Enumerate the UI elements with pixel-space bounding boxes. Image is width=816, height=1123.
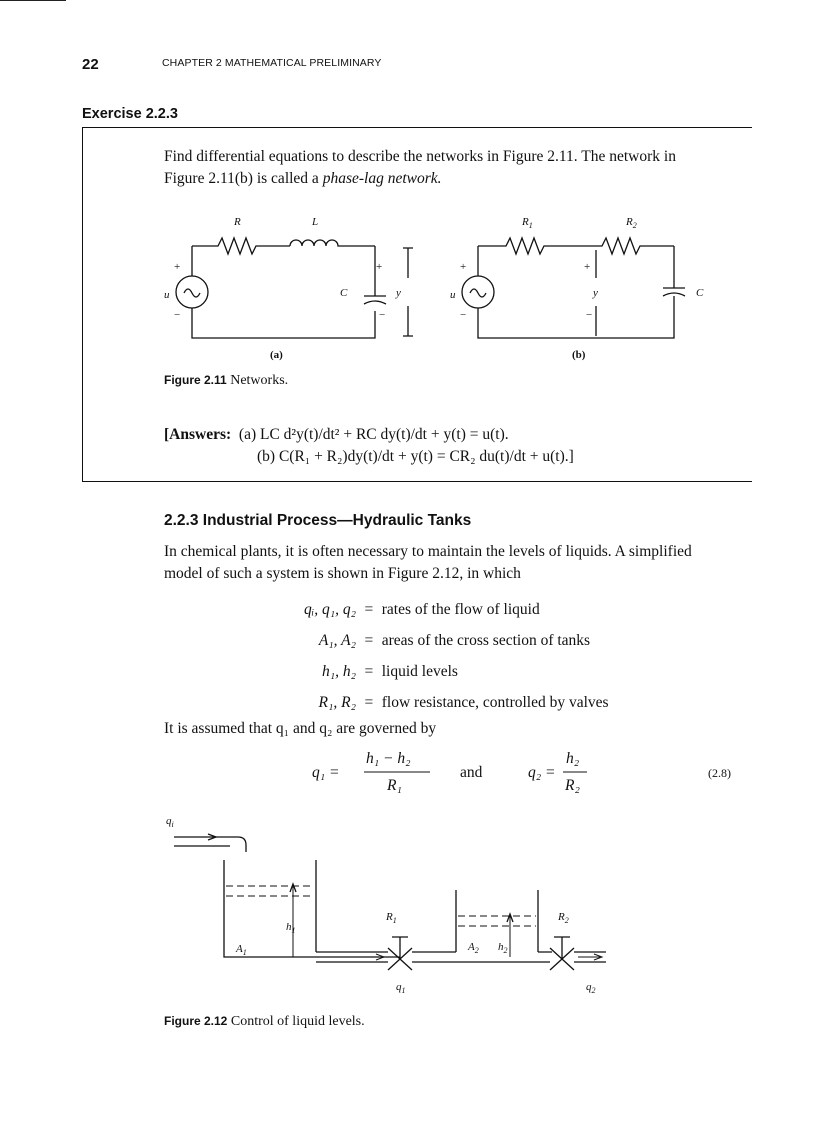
figure-2-12-tanks	[160, 812, 620, 1007]
eq-num1: h₁ − h₂	[366, 750, 411, 767]
exercise-top-rule	[82, 127, 752, 128]
label-C-b: C	[696, 287, 704, 299]
capacitor-a	[364, 296, 386, 304]
label-plus-y-b: +	[584, 261, 591, 273]
eq-number: (2.8)	[708, 766, 731, 780]
valve-R1	[388, 937, 412, 970]
equation-2-8	[300, 746, 760, 798]
resistors-b	[478, 238, 674, 254]
label-minus-a: −	[174, 309, 181, 321]
tank2-level	[458, 916, 536, 926]
label-circuit-b: (b)	[572, 349, 586, 361]
label-y-a: y	[396, 287, 401, 299]
label-q2: $q_2$	[586, 981, 596, 995]
label-A1: $A_1$	[236, 943, 247, 957]
eq-and: and	[460, 764, 483, 781]
top-edge-rule	[0, 0, 66, 1]
label-R: R	[234, 216, 241, 228]
resistor-a	[192, 238, 290, 254]
label-minus-y-b: −	[586, 309, 593, 321]
exercise-text	[164, 146, 754, 190]
circuit-b	[462, 238, 685, 338]
y-arrow-a	[403, 248, 413, 336]
exercise-title: Exercise 2.2.3	[82, 106, 178, 122]
exercise-text-line2: Figure 2.11(b) is called a phase-lag network.	[164, 170, 442, 187]
label-R2-b: $R_2$	[626, 216, 637, 230]
definition-row: h₁, h₂ = liquid levels	[321, 663, 458, 680]
exercise-text-line1: Find differential equations to describe the networks in Figure 2.11. The network in	[164, 148, 676, 165]
label-plus-a: +	[174, 261, 181, 273]
label-q1: $q_1$	[396, 981, 406, 995]
tank-labels	[166, 815, 596, 995]
tank1-left-bottom	[224, 860, 400, 957]
circuit-a	[176, 238, 413, 338]
eq-den1: R₁	[387, 777, 402, 794]
capacitor-b	[663, 288, 685, 296]
figure-2-11-circuits	[150, 208, 730, 373]
q2-arrow	[578, 954, 602, 960]
label-qi: $q_i$	[166, 815, 174, 829]
q1-arrow	[350, 954, 384, 960]
figure-2-12-caption: Figure 2.12 Control of liquid levels.	[164, 1014, 365, 1029]
eq-lhs2: q₂ =	[528, 764, 556, 781]
answer-a: (a) LC d²y(t)/dt² + RC dy(t)/dt + y(t) = u(t).	[238, 426, 509, 443]
circuit-a-wires	[192, 246, 375, 338]
answers-label: [Answers:	[164, 426, 232, 443]
section-paragraph-line2: model of such a system is shown in Figure 2.12, in which	[164, 565, 521, 582]
eq-den2: R₂	[565, 777, 580, 794]
inductor-a	[290, 240, 375, 246]
label-h2: $h_2$	[498, 941, 508, 955]
definition-row: R₁, R₂ = flow resistance, controlled by valves	[318, 694, 609, 711]
definitions-list	[246, 594, 609, 718]
answer-b: (b) C(R₁ + R₂)dy(t)/dt + y(t) = CR₂ du(t)/dt + u(t).]	[257, 448, 574, 465]
label-R2: $R_2$	[558, 911, 569, 925]
label-A2: $A_2$	[468, 941, 479, 955]
answers	[164, 424, 574, 468]
source-b-wave	[470, 289, 486, 297]
figure-2-11-caption: Figure 2.11 Networks.	[164, 373, 289, 388]
circuit-a-labels	[164, 216, 401, 361]
assumption-text: It is assumed that q₁ and q₂ are governed by	[164, 720, 437, 737]
section-paragraph-line1: In chemical plants, it is often necessary to maintain the levels of liquids. A simplified	[164, 543, 692, 560]
label-y-b: y	[593, 287, 598, 299]
valve-R2	[538, 937, 574, 970]
label-R1: $R_1$	[386, 911, 397, 925]
definition-row: A₁, A₂ = areas of the cross section of tanks	[318, 632, 591, 649]
eq-lhs1: q₁ =	[312, 764, 340, 781]
answer-a-line	[164, 424, 574, 446]
label-C-a: C	[340, 287, 348, 299]
label-plus-b: +	[460, 261, 467, 273]
circuit-b-wires	[478, 246, 674, 338]
eq-num2: h₂	[566, 750, 580, 767]
label-plus-y-a: +	[376, 261, 383, 273]
label-minus-b: −	[460, 309, 467, 321]
section-paragraph	[164, 541, 754, 585]
label-circuit-a: (a)	[270, 349, 283, 361]
label-u-a: u	[164, 289, 170, 301]
pipe-1b	[412, 952, 456, 962]
label-h1: $h_1$	[286, 921, 296, 935]
tank1-level	[226, 886, 314, 896]
label-u-b: u	[450, 289, 456, 301]
running-head: CHAPTER 2 MATHEMATICAL PRELIMINARY	[162, 57, 382, 69]
page-number: 22	[82, 56, 99, 73]
exercise-left-rule	[82, 127, 83, 481]
source-a-wave	[184, 289, 200, 297]
label-L: L	[312, 216, 319, 228]
section-heading: 2.2.3 Industrial Process—Hydraulic Tanks	[164, 512, 472, 529]
definition-row: qᵢ, q₁, q₂ = rates of the flow of liquid	[304, 601, 540, 618]
label-R1-b: $R_1$	[522, 216, 533, 230]
label-minus-y-a: −	[379, 309, 386, 321]
exercise-bottom-rule	[82, 481, 752, 482]
